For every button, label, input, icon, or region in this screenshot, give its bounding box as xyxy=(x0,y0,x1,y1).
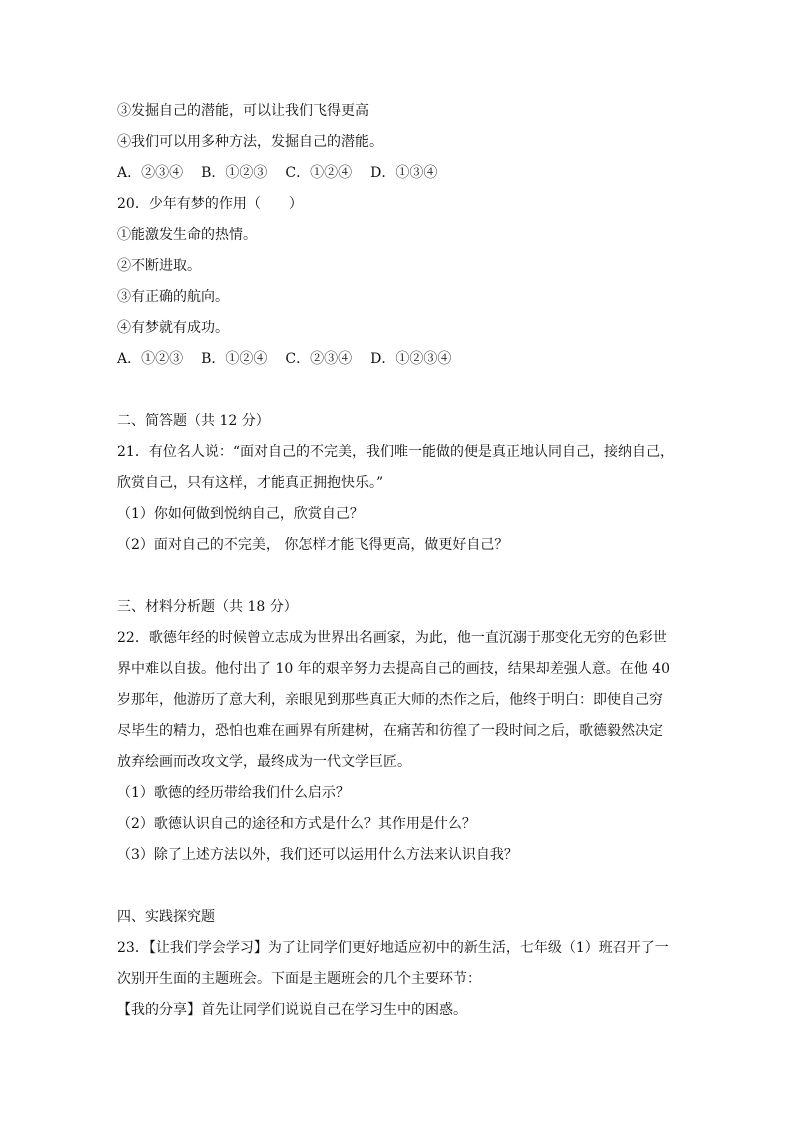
q22-sub-2: （2）歌德认识自己的途径和方式是什么？其作用是什么？ xyxy=(117,816,476,832)
q19-item-3: ③发掘自己的潜能，可以让我们飞得更高 xyxy=(117,103,369,119)
section-3-title: 三、材料分析题（共 18 分） xyxy=(117,599,298,615)
spacer xyxy=(117,561,684,592)
q20-option-c: C．②③④ xyxy=(285,351,353,367)
q22-line-1: 22．歌德年经的时候曾立志成为世界出名画家，为此，他一直沉溺于那变化无穷的色彩世 xyxy=(117,630,667,646)
q22-line-3: 岁那年，他游历了意大利，亲眼见到那些真正大师的杰作之后，他终于明白：即使自己穷 xyxy=(117,692,663,708)
q22-sub-1: （1）歌德的经历带给我们什么启示？ xyxy=(117,785,350,801)
q22-line-2: 界中难以自拔。他付出了 10 年的艰辛努力去提高自己的画技，结果却差强人意。在他 40 xyxy=(117,661,670,677)
q19-option-b: B．①②③ xyxy=(201,165,268,181)
q21-line-2: 欣赏自己，只有这样，才能真正拥抱快乐。” xyxy=(117,475,384,491)
spacer xyxy=(117,375,684,406)
q22-line-4: 尽毕生的精力，恐怕也难在画界有所建树，在痛苦和彷徨了一段时间之后，歌德毅然决定 xyxy=(117,723,663,739)
q20-option-b: B．①②④ xyxy=(201,351,268,367)
q19-option-a: A．②③④ xyxy=(117,165,184,181)
q20-item-2: ②不断进取。 xyxy=(117,258,201,274)
q20-item-4: ④有梦就有成功。 xyxy=(117,320,229,336)
q22-line-5: 放弃绘画而改攻文学，最终成为一代文学巨匠。 xyxy=(117,754,411,770)
q21-sub-1: （1）你如何做到悦纳自己，欣赏自己？ xyxy=(117,506,364,522)
q20-option-a: A．①②③ xyxy=(117,351,184,367)
q20-stem: 20．少年有梦的作用（ ） xyxy=(117,196,303,212)
section-4-title: 四、实践探究题 xyxy=(117,909,215,925)
q20-item-3: ③有正确的航向。 xyxy=(117,289,229,305)
q19-option-d: D．①③④ xyxy=(370,165,438,181)
q23-line-1: 23．【让我们学会学习】为了让同学们更好地适应初中的新生活，七年级（1）班召开了一 xyxy=(117,940,669,956)
q19-options xyxy=(117,158,684,189)
q20-options xyxy=(117,344,684,375)
q23-line-2: 次别开生面的主题班会。下面是主题班会的几个主要环节： xyxy=(117,971,481,987)
q21-line-1: 21．有位名人说：“面对自己的不完美，我们唯一能做的便是真正地认同自己，接纳自己， xyxy=(117,444,674,460)
section-2-title: 二、简答题（共 12 分） xyxy=(117,413,270,429)
q20-item-1: ①能激发生命的热情。 xyxy=(117,227,257,243)
q20-option-d: D．①②③④ xyxy=(370,351,452,367)
spacer xyxy=(117,871,684,902)
q23-line-3: 【我的分享】首先让同学们说说自己在学习生中的困惑。 xyxy=(117,1002,467,1018)
q19-option-c: C．①②④ xyxy=(285,165,353,181)
q19-item-4: ④我们可以用多种方法，发掘自己的潜能。 xyxy=(117,134,383,150)
q22-sub-3: （3）除了上述方法以外，我们还可以运用什么方法来认识自我？ xyxy=(117,847,518,863)
q21-sub-2: （2）面对自己的不完美， 你怎样才能飞得更高，做更好自己？ xyxy=(117,537,509,553)
